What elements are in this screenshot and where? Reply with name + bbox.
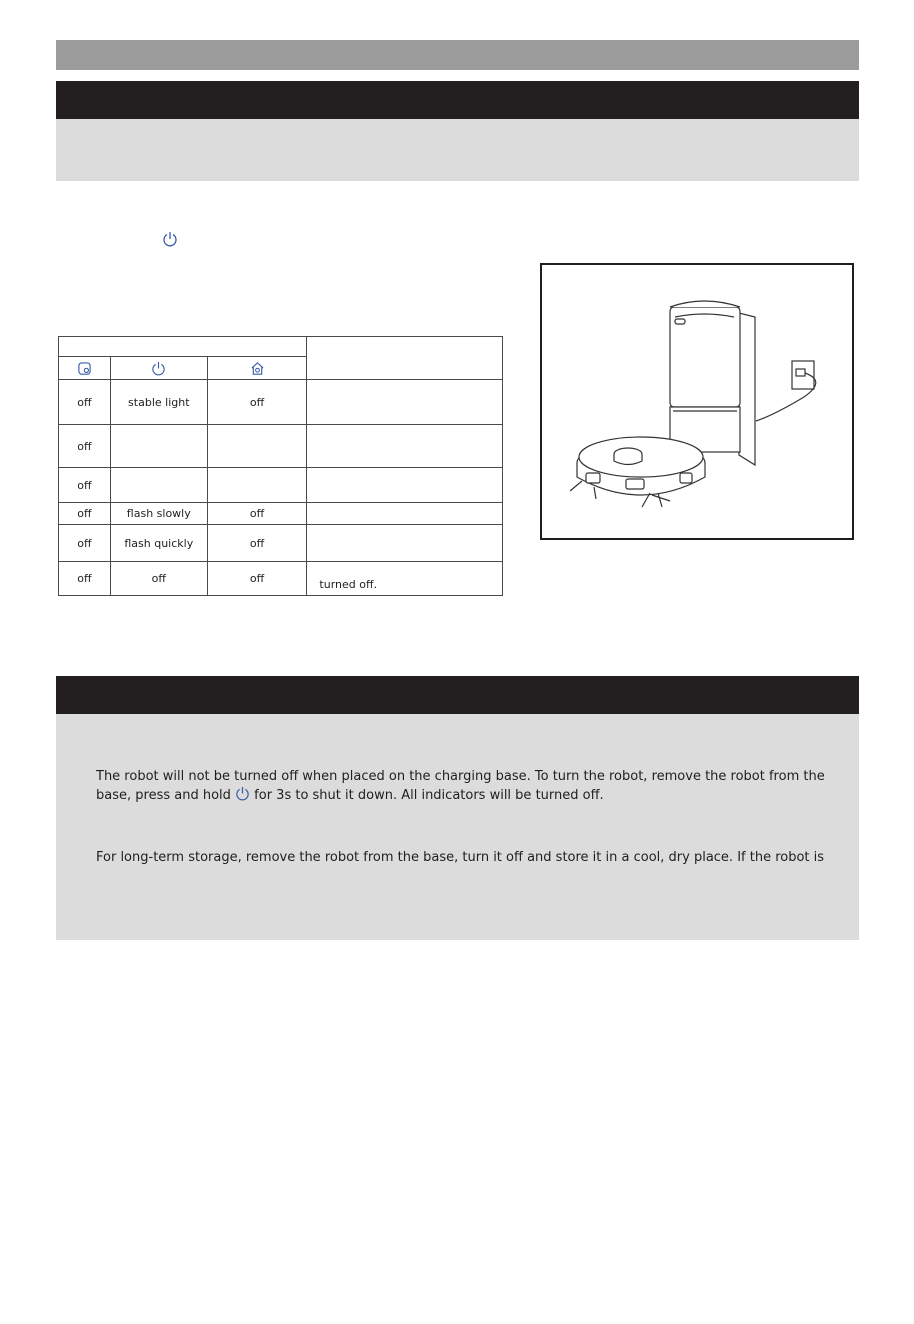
home-cell: off [207,562,307,596]
status-cell [307,380,503,425]
status-header [307,337,503,380]
home-cell: off [207,503,307,525]
power-cell: flash quickly [110,525,207,562]
power-cell: stable light [110,380,207,425]
home-cell [207,468,307,503]
mode-cell: off [59,468,111,503]
power-icon [162,231,178,247]
section-title-bar [56,40,859,70]
table-row [59,380,503,425]
note-storage-text: For long-term storage, remove the robot from the base, turn it off and store it in a cool, dry place. If the robot is [96,850,825,865]
power-icon [235,786,250,801]
power-cell [110,468,207,503]
note-turn-off-paragraph [96,767,851,805]
robot-dock-illustration-svg [542,265,852,538]
table-row [59,468,503,503]
power-cell [110,425,207,468]
table-row [59,425,503,468]
mode-icon [77,361,92,376]
mode-icon-cell [59,357,111,380]
note-line-1: The robot will not be turned off when placed on the charging base. To turn the robot, remove the robot from the [96,769,825,784]
indicator-status-table [58,336,503,596]
mode-cell: off [59,562,111,596]
power-cell: flash slowly [110,503,207,525]
chapter-header-bar [56,81,859,119]
intro-panel [56,119,859,181]
power-icon-cell [110,357,207,380]
home-cell: off [207,525,307,562]
indicator-group-header [59,337,307,357]
status-cell [307,425,503,468]
note-line-2-start: base, press and hold [96,788,231,803]
robot-dock-illustration [540,263,854,540]
mode-cell: off [59,380,111,425]
power-cell: off [110,562,207,596]
note-storage-paragraph [96,848,851,867]
home-cell [207,425,307,468]
home-icon-cell [207,357,307,380]
table-header-row [59,337,503,357]
mode-cell: off [59,525,111,562]
home-cell: off [207,380,307,425]
mode-cell: off [59,503,111,525]
table-row [59,562,503,596]
status-cell: turned off. [307,562,503,596]
table-row [59,525,503,562]
chapter-header-bar-2 [56,676,859,714]
status-cell [307,503,503,525]
status-cell [307,468,503,503]
power-icon [151,361,166,376]
notes-panel [56,714,859,940]
status-cell [307,525,503,562]
table-row [59,503,503,525]
mode-cell: off [59,425,111,468]
note-line-2-end: for 3s to shut it down. All indicators will be turned off. [254,788,604,803]
home-icon [250,361,265,376]
